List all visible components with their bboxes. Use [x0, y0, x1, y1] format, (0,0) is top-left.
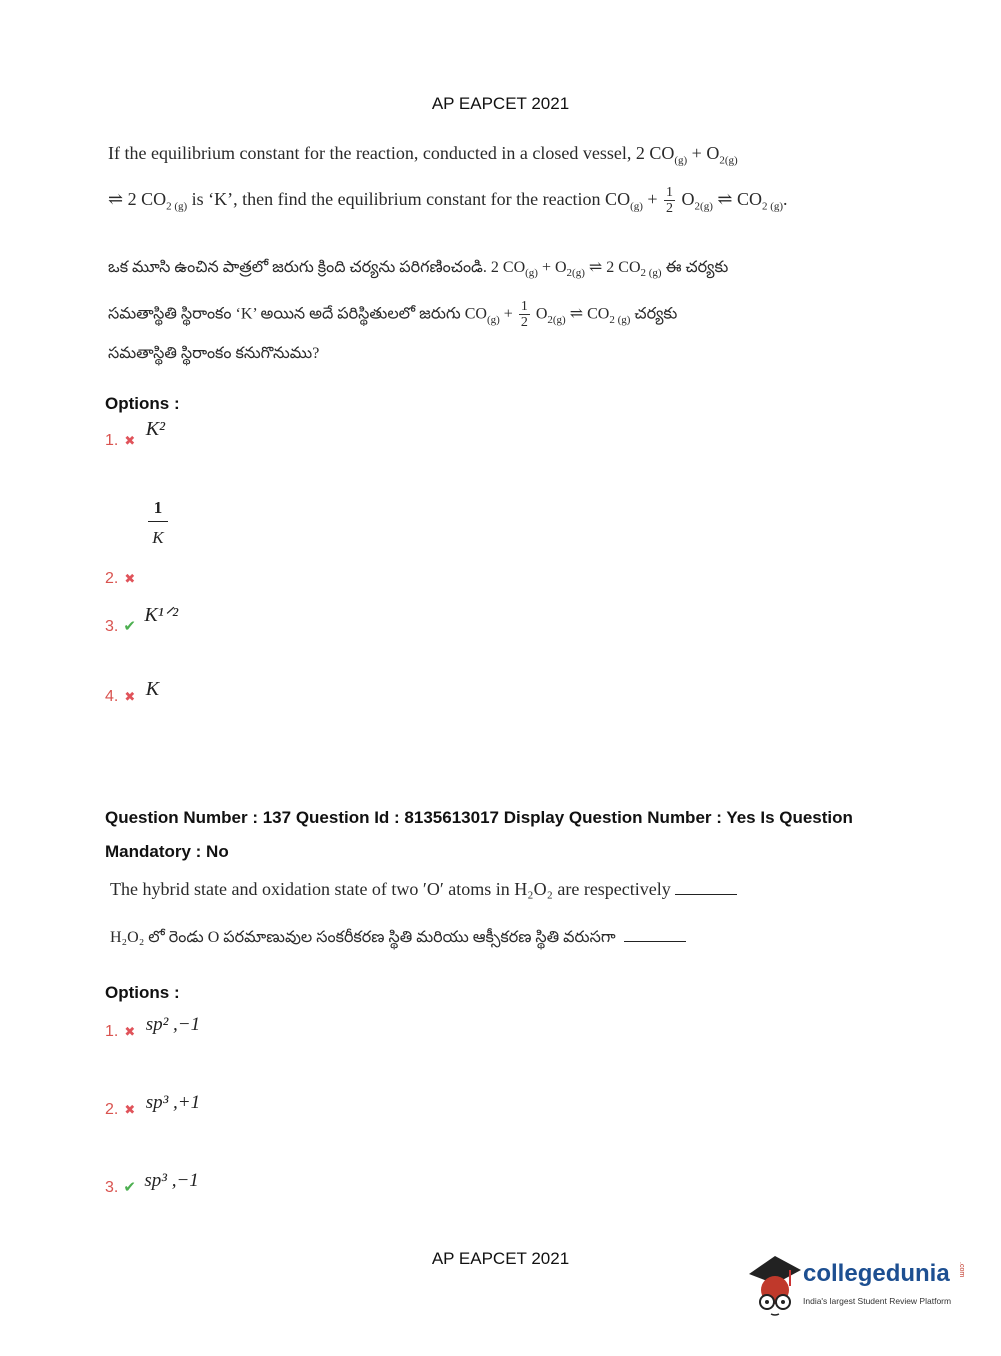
cross-icon: ✖: [124, 1102, 136, 1117]
q1-telugu-line-2: సమతాస్థితి స్థిరాంకం ‘K’ అయిన అదే పరిస్థితులలో జరుగు $CO_{(g)}$ + $\frac{1}{2}$ $O_{2(g)}$ ⇌ $CO_{2 (g)}$ చర్యకు: [108, 299, 678, 330]
q2-option-1[interactable]: 1. ✖ sp² ,−1: [105, 1014, 201, 1040]
q1-option-2[interactable]: 2. $_✖$ $\frac{1}{K}$: [105, 498, 168, 548]
q1-option-3[interactable]: 3. ✔ K¹ᐟ²: [105, 604, 179, 635]
q1-option-1[interactable]: 1. ✖ K²: [105, 418, 166, 449]
page-header: AP EAPCET 2021: [431, 94, 570, 113]
q2-options-label: Options :: [105, 983, 180, 1002]
q2-english-text: The hybrid state and oxidation state of two ′O′ atoms in H₂O₂ are respectively: [110, 879, 737, 901]
logo-suffix: .com: [958, 1262, 965, 1278]
cross-icon: ✖: [124, 689, 136, 704]
q2-option-2[interactable]: 2. ✖ sp³ ,+1: [105, 1092, 201, 1118]
check-icon: ✔: [123, 618, 136, 635]
logo-name: collegedunia: [803, 1260, 950, 1287]
page-footer: AP EAPCET 2021: [431, 1249, 570, 1268]
q1-english-line-2: ⇌ 2 $CO_{2 (g)}$ is ‘K’, then find the equilibrium constant for the reaction $CO_{(g)}$ + $\frac{1}{2}$ $O_{2(g)}$ ⇌ $CO_{2 (g)}$.: [108, 185, 788, 216]
q1-option-4[interactable]: 4. ✖ K: [105, 678, 160, 705]
collegedunia-logo: [745, 1250, 970, 1320]
cross-icon: ✖: [124, 571, 136, 586]
cross-icon: ✖: [124, 433, 136, 448]
q2-meta-line-2: Mandatory : No: [105, 842, 229, 861]
q1-english-line-1: If the equilibrium constant for the reaction, conducted in a closed vessel, 2 $CO_{(g)} + O_{2(g)}$: [108, 143, 738, 167]
q1-telugu-line-3: సమతాస్థితి స్థిరాంకం కనుగొనుము?: [108, 345, 320, 362]
mascot-icon: [745, 1250, 805, 1318]
check-icon: ✔: [123, 1179, 136, 1196]
q2-telugu-text: H₂O₂ లో రెండు O పరమాణువుల సంకరీకరణ స్థితి మరియు ఆక్సీకరణ స్థితి వరుసగా: [110, 928, 686, 947]
q2-option-3[interactable]: 3. ✔ sp³ ,−1: [105, 1170, 199, 1196]
cross-icon: ✖: [124, 1024, 136, 1039]
q1-telugu-line-1: ఒక మూసి ఉంచిన పాత్రలో జరుగు క్రింది చర్యను పరిగణించండి. 2 $CO_{(g)} + O_{2(g)}$ ⇌ 2 $CO_{2 (g)}$ ఈ చర్యకు: [108, 259, 729, 280]
q2-meta-line-1: Question Number : 137 Question Id : 8135613017 Display Question Number : Yes Is Question: [105, 808, 853, 827]
q1-options-label: Options :: [105, 394, 180, 413]
logo-tagline: India's largest Student Review Platform: [803, 1296, 952, 1306]
